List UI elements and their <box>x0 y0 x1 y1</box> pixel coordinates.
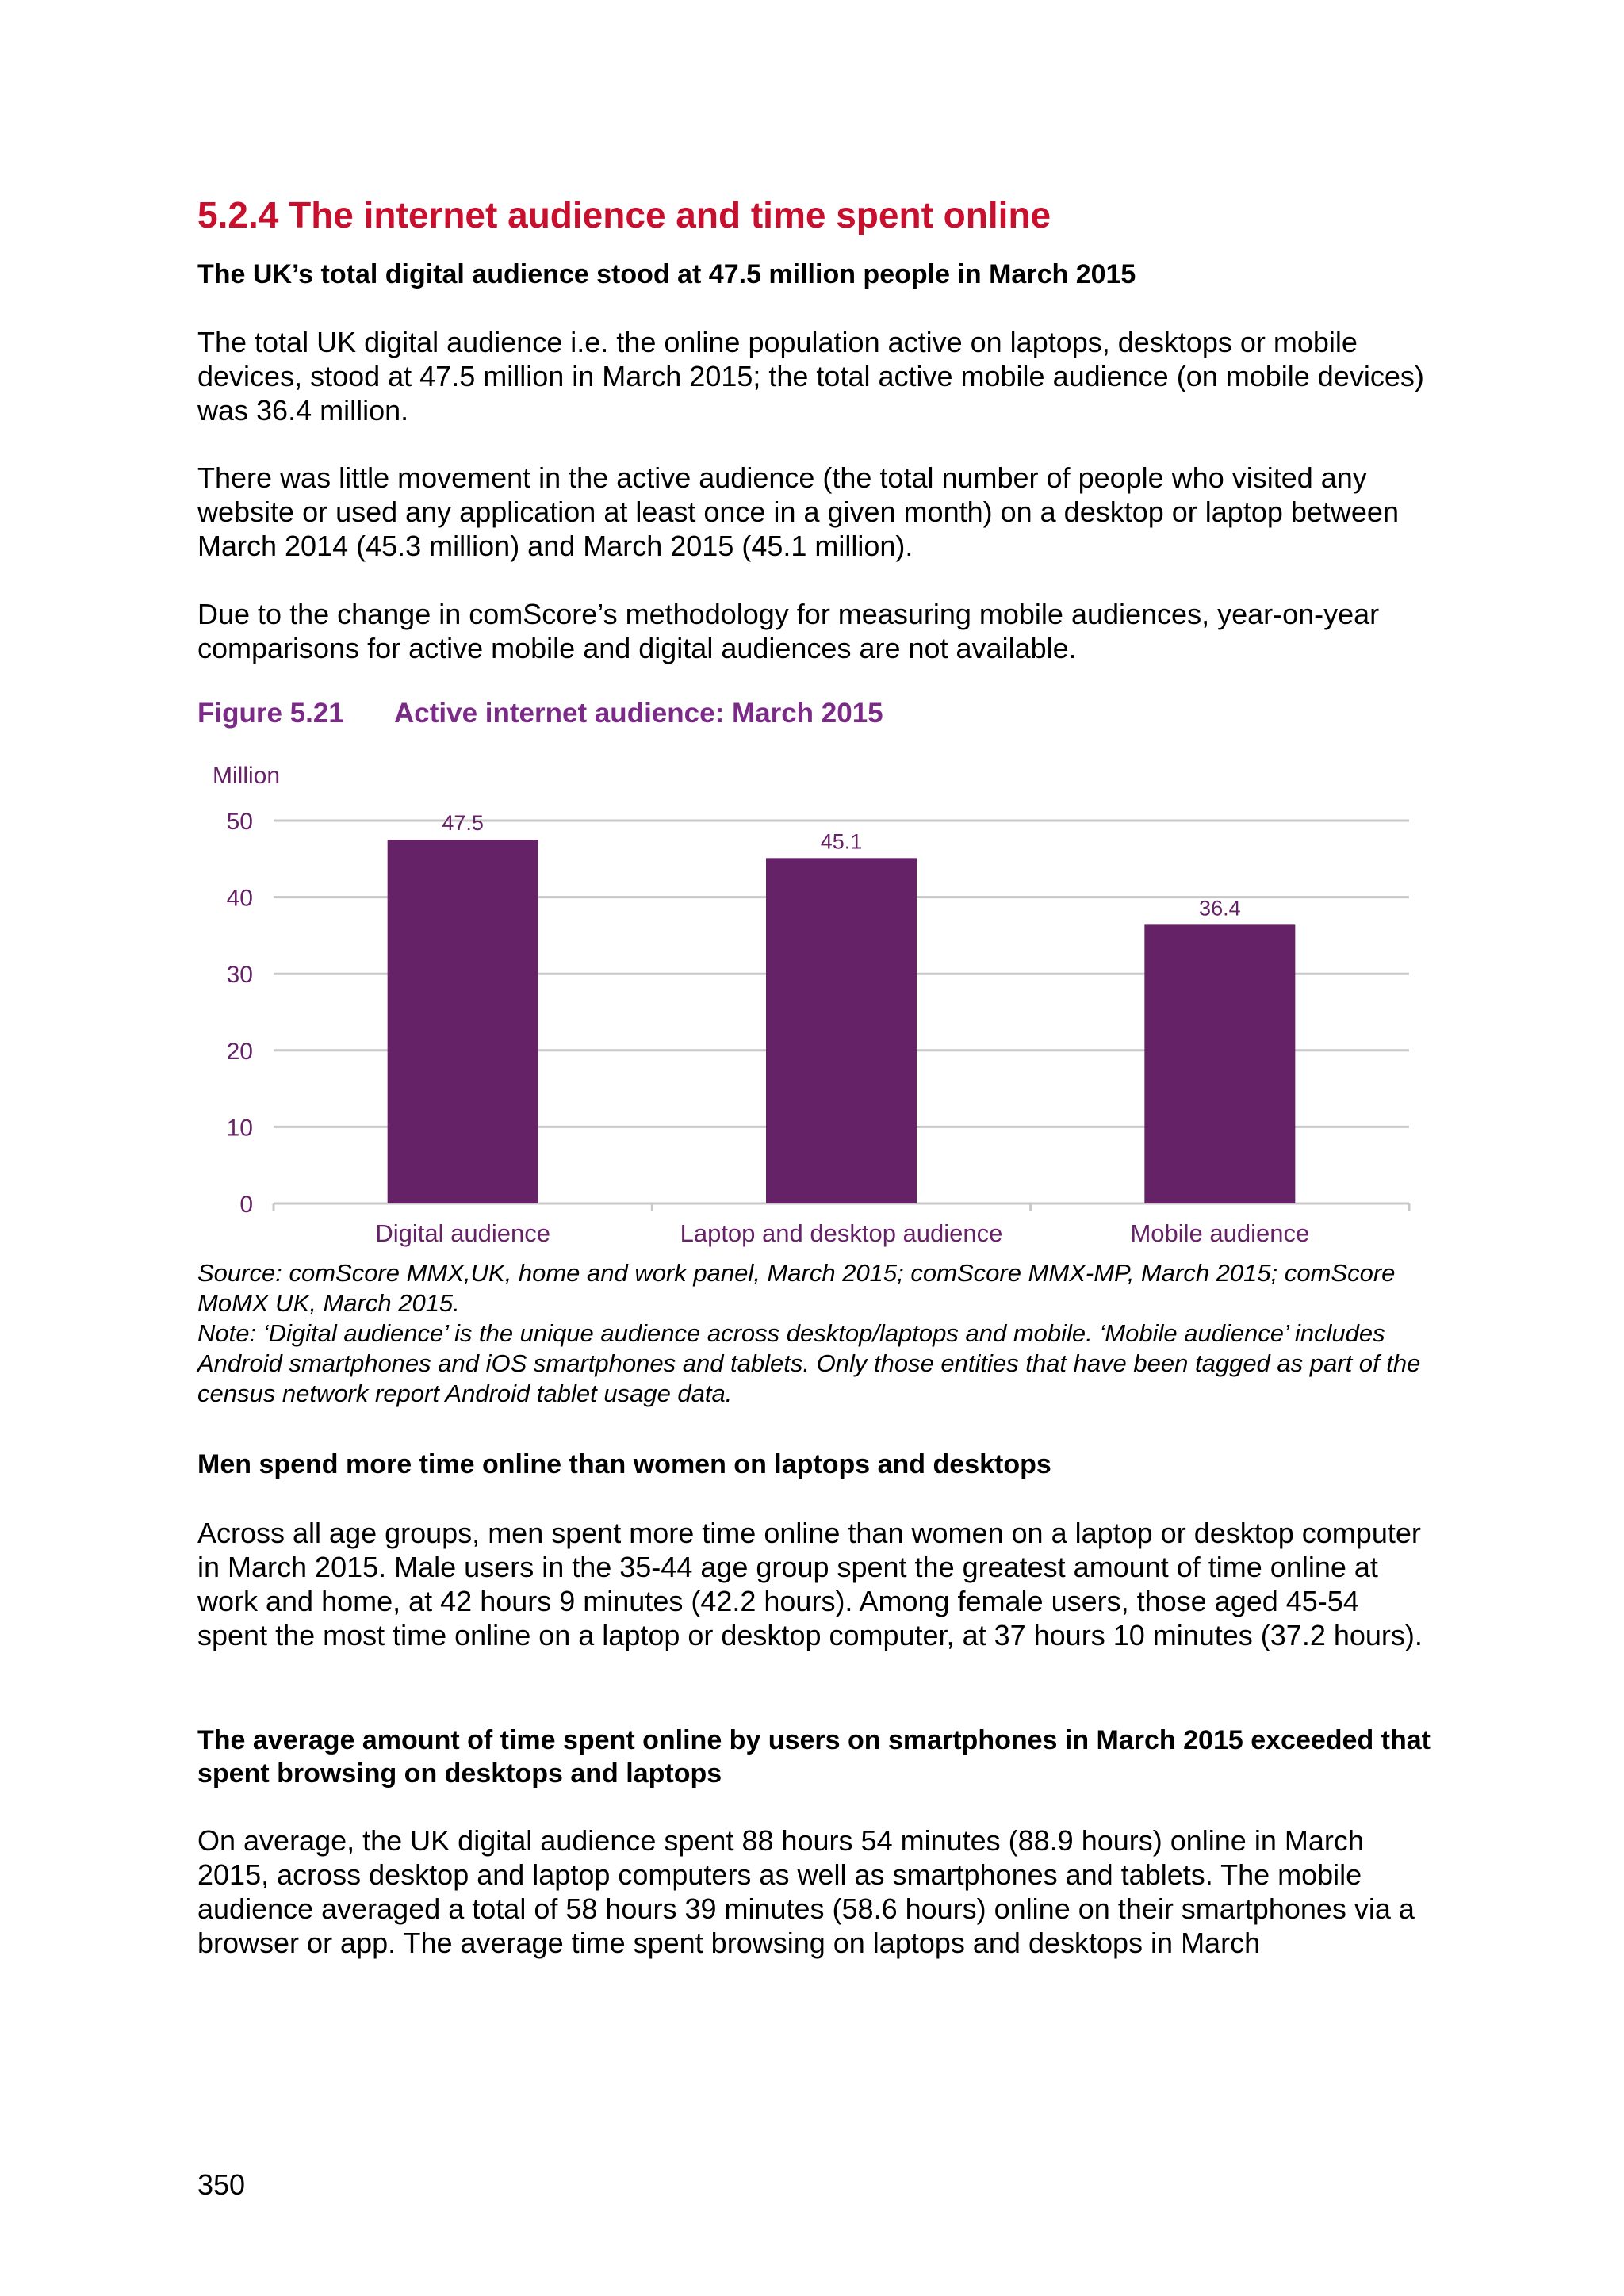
bar-chart <box>197 753 1434 1261</box>
y-axis-label: Million <box>213 763 281 789</box>
data-label: 47.5 <box>442 811 484 836</box>
paragraph-3: Due to the change in comScore’s methodology for measuring mobile audiences, year-on-year comparisons for active mobile and digital audiences are not available. <box>197 598 1380 664</box>
figure-caption: Active internet audience: March 2015 <box>394 698 883 729</box>
figure-note: Note: ‘Digital audience’ is the unique audience across desktop/laptops and mobile. ‘Mobile audience’ includes Android smartphones and iOS smartphones and tablets. Only those entities that have been tagged as part of the census network report Android tablet usage data. <box>197 1319 1421 1407</box>
y-tick-label: 40 <box>226 885 253 912</box>
subhead-men-women: Men spend more time online than women on laptops and desktops <box>197 1449 1051 1479</box>
figure-notes <box>197 1258 1434 1409</box>
y-tick-label: 20 <box>226 1038 253 1065</box>
data-label: 36.4 <box>1199 896 1241 920</box>
bar-chart-svg <box>197 753 1434 1261</box>
bar <box>1144 924 1295 1203</box>
x-tick-label: Laptop and desktop audience <box>680 1219 1003 1247</box>
bar <box>388 840 538 1203</box>
y-tick-label: 50 <box>226 809 253 835</box>
figure-title <box>197 698 883 729</box>
subhead-digital-audience: The UK’s total digital audience stood at 47.5 million people in March 2015 <box>197 259 1136 289</box>
x-tick-label: Mobile audience <box>1130 1219 1310 1247</box>
figure-number: Figure 5.21 <box>197 698 344 729</box>
subhead-smartphones: The average amount of time spent online by users on smartphones in March 2015 exceeded that spent browsing on desktops and laptops <box>197 1725 1431 1789</box>
paragraph-5: On average, the UK digital audience spent 88 hours 54 minutes (88.9 hours) online in March 2015, across desktop and laptop computers as well as smartphones and tablets. The mobile audience averaged a total of 58 hours 39 minutes (58.6 hours) online on their smartphones via a browser or app. The average time spent browsing on laptops and desktops in March <box>197 1824 1415 1959</box>
data-label: 45.1 <box>820 829 863 854</box>
paragraph-1: The total UK digital audience i.e. the online population active on laptops, desktops or mobile devices, stood at 47.5 million in March 2015; the total active mobile audience (on mobile devices) was 36.4 million. <box>197 326 1424 427</box>
bar <box>766 858 917 1203</box>
y-tick-label: 30 <box>226 962 253 989</box>
figure-source: Source: comScore MMX,UK, home and work panel, March 2015; comScore MMX-MP, March 2015; comScore MoMX UK, March 2015. <box>197 1259 1396 1317</box>
paragraph-4: Across all age groups, men spent more time online than women on a laptop or desktop computer in March 2015. Male users in the 35-44 age group spent the greatest amount of time online at work and home, at 42 hours 9 minutes (42.2 hours). Among female users, those aged 45-54 spent the most time online on a laptop or desktop computer, at 37 hours 10 minutes (37.2 hours). <box>197 1517 1423 1651</box>
x-tick-label: Digital audience <box>375 1219 550 1247</box>
page-number: 350 <box>197 2168 246 2201</box>
y-tick-label: 0 <box>239 1192 253 1218</box>
section-heading: 5.2.4 The internet audience and time spent online <box>197 194 1051 235</box>
y-tick-label: 10 <box>226 1115 253 1142</box>
paragraph-2: There was little movement in the active audience (the total number of people who visited any website or used any application at least once in a given month) on a desktop or laptop between March 2014 (45.3 million) and March 2015 (45.1 million). <box>197 461 1399 562</box>
